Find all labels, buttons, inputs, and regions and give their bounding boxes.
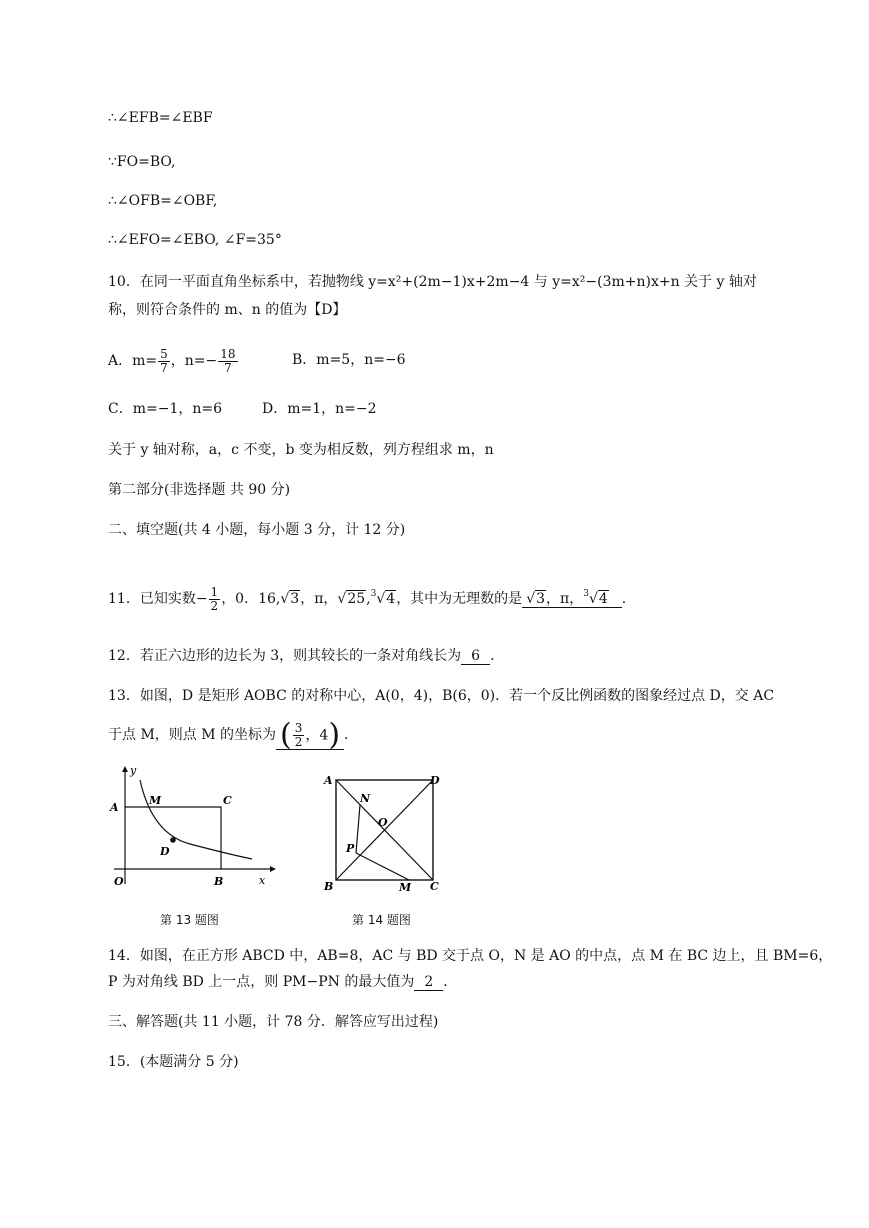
option-a-m-fraction <box>158 348 170 375</box>
q13-end: ． <box>344 727 359 743</box>
figure-14 <box>316 770 446 895</box>
q10-option-b: B．m=5，n=−6 <box>292 352 406 368</box>
q11-fraction <box>209 586 221 613</box>
fraction-denominator: 2 <box>294 734 303 749</box>
fig14-label-o: O <box>378 816 388 829</box>
q15-heading: 15．(本题满分 5 分) <box>108 1054 239 1070</box>
section-two-heading: 二、填空题(共 4 小题，每小题 3 分，计 12 分) <box>108 522 406 538</box>
q11-pi: ，π， <box>300 591 338 607</box>
q10-option-a <box>108 344 239 378</box>
right-paren: ) <box>328 717 341 752</box>
fig13-label-o: O <box>114 875 124 888</box>
option-a-n-fraction <box>218 348 237 375</box>
answer-fraction <box>293 722 305 749</box>
fraction-denominator: 7 <box>160 360 168 375</box>
fig13-label-y: y <box>130 764 137 777</box>
q13-line2 <box>108 718 358 752</box>
answer-cuberoot4: 4 <box>598 591 608 607</box>
answer-y: ，4 <box>305 727 329 743</box>
fraction-numerator: 5 <box>160 346 168 361</box>
fig13-label-c: C <box>223 794 232 807</box>
option-a-label: A． <box>108 353 133 369</box>
fraction-denominator: 7 <box>224 360 232 375</box>
q10-hint: 关于 y 轴对称，a，c 不变，b 变为相反数，列方程组求 m，n <box>108 442 494 458</box>
part-two-heading: 第二部分(非选择题 共 90 分) <box>108 482 291 498</box>
q14-line1: 14．如图，在正方形 ABCD 中，AB=8，AC 与 BD 交于点 O，N 是 AO 的中点，点 M 在 BC 边上，且 BM=6， <box>108 948 833 964</box>
option-a-m: m= <box>132 353 158 369</box>
q10-stem-line1: 10．在同一平面直角坐标系中，若抛物线 y=x²+(2m−1)x+2m−4 与 y=x²−(3m+n)x+n 关于 y 轴对 <box>108 274 757 290</box>
fig14-caption: 第 14 题图 <box>352 913 411 927</box>
q14-line2 <box>108 972 457 992</box>
fig13-label-a: A <box>110 801 119 814</box>
section-three-heading: 三、解答题(共 11 小题，计 78 分．解答应写出过程) <box>108 1014 439 1030</box>
q11-sqrt25: 25 <box>347 591 366 607</box>
fig13-label-b: B <box>214 875 224 888</box>
fraction-numerator: 18 <box>220 346 236 361</box>
q13-text: 于点 M，则点 M 的坐标为 <box>108 727 277 743</box>
fraction-denominator: 2 <box>210 598 219 613</box>
q12 <box>108 646 504 666</box>
fig13-label-d: D <box>160 845 170 858</box>
q11-suffix: ，其中为无理数的是 <box>396 591 523 607</box>
fig13-label-m: M <box>149 794 162 807</box>
fig14-label-c: C <box>430 880 439 893</box>
q11-end: ． <box>621 591 636 607</box>
option-a-n: ，n=− <box>170 353 218 369</box>
fig14-label-m: M <box>399 881 412 894</box>
q12-text: 12．若正六边形的边长为 3，则其较长的一条对角线长为 <box>108 648 462 664</box>
q14-answer: 2 <box>414 974 443 991</box>
answer-pi: ，π， <box>546 591 584 607</box>
q12-answer: 6 <box>461 648 490 665</box>
fig13-label-x: x <box>259 874 266 887</box>
fig14-label-a: A <box>324 774 333 787</box>
q11-prefix: 11．已知实数− <box>108 591 208 607</box>
q14-end: ． <box>443 974 458 990</box>
q13-line1: 13．如图，D 是矩形 AOBC 的对称中心，A(0，4)，B(6，0)．若一个反比例函数的图象经过点 D，交 AC <box>108 688 775 704</box>
figure-13 <box>100 762 290 892</box>
q12-end: ． <box>490 648 505 664</box>
fig14-label-d: D <box>430 774 440 787</box>
q10-option-d: D．m=1，n=−2 <box>262 401 377 417</box>
fig14-label-b: B <box>324 880 334 893</box>
fig13-caption: 第 13 题图 <box>160 913 219 927</box>
q10-option-c: C．m=−1，n=6 <box>108 401 223 417</box>
proof-line-3: ∴∠OFB=∠OBF, <box>108 193 218 209</box>
q11: 11．已知实数− $\frac{1}{2}$ ，0．16,√3，π，√25,$^3$√4，其中为无理数的是 √3，π，$^3$√4 ． <box>108 584 636 613</box>
q11-mid: ，0．16, <box>221 591 281 607</box>
fig14-label-p: P <box>346 842 355 855</box>
proof-line-1: ∴∠EFB=∠EBF <box>108 110 213 126</box>
fig14-label-n: N <box>360 792 371 805</box>
q11-cuberoot4: 4 <box>386 591 396 607</box>
q13-answer <box>276 717 344 752</box>
q11-cuberoot-index: 3 <box>370 589 377 599</box>
left-paren: ( <box>280 717 292 752</box>
answer-sqrt3: 3 <box>536 591 546 607</box>
q11-answer: √3，π，$^3$√4 <box>522 586 622 608</box>
fraction-numerator: 1 <box>210 584 219 599</box>
proof-line-4: ∴∠EFO=∠EBO, ∠F=35° <box>108 232 282 248</box>
proof-line-2: ∵FO=BO, <box>108 154 176 170</box>
answer-cuberoot-index: 3 <box>583 589 589 599</box>
q10-stem-line2: 称，则符合条件的 m、n 的值为【D】 <box>108 302 347 318</box>
q14-text: P 为对角线 BD 上一点，则 PM−PN 的最大值为 <box>108 974 415 990</box>
fraction-numerator: 3 <box>294 720 303 735</box>
q11-sqrt3: 3 <box>290 591 300 607</box>
